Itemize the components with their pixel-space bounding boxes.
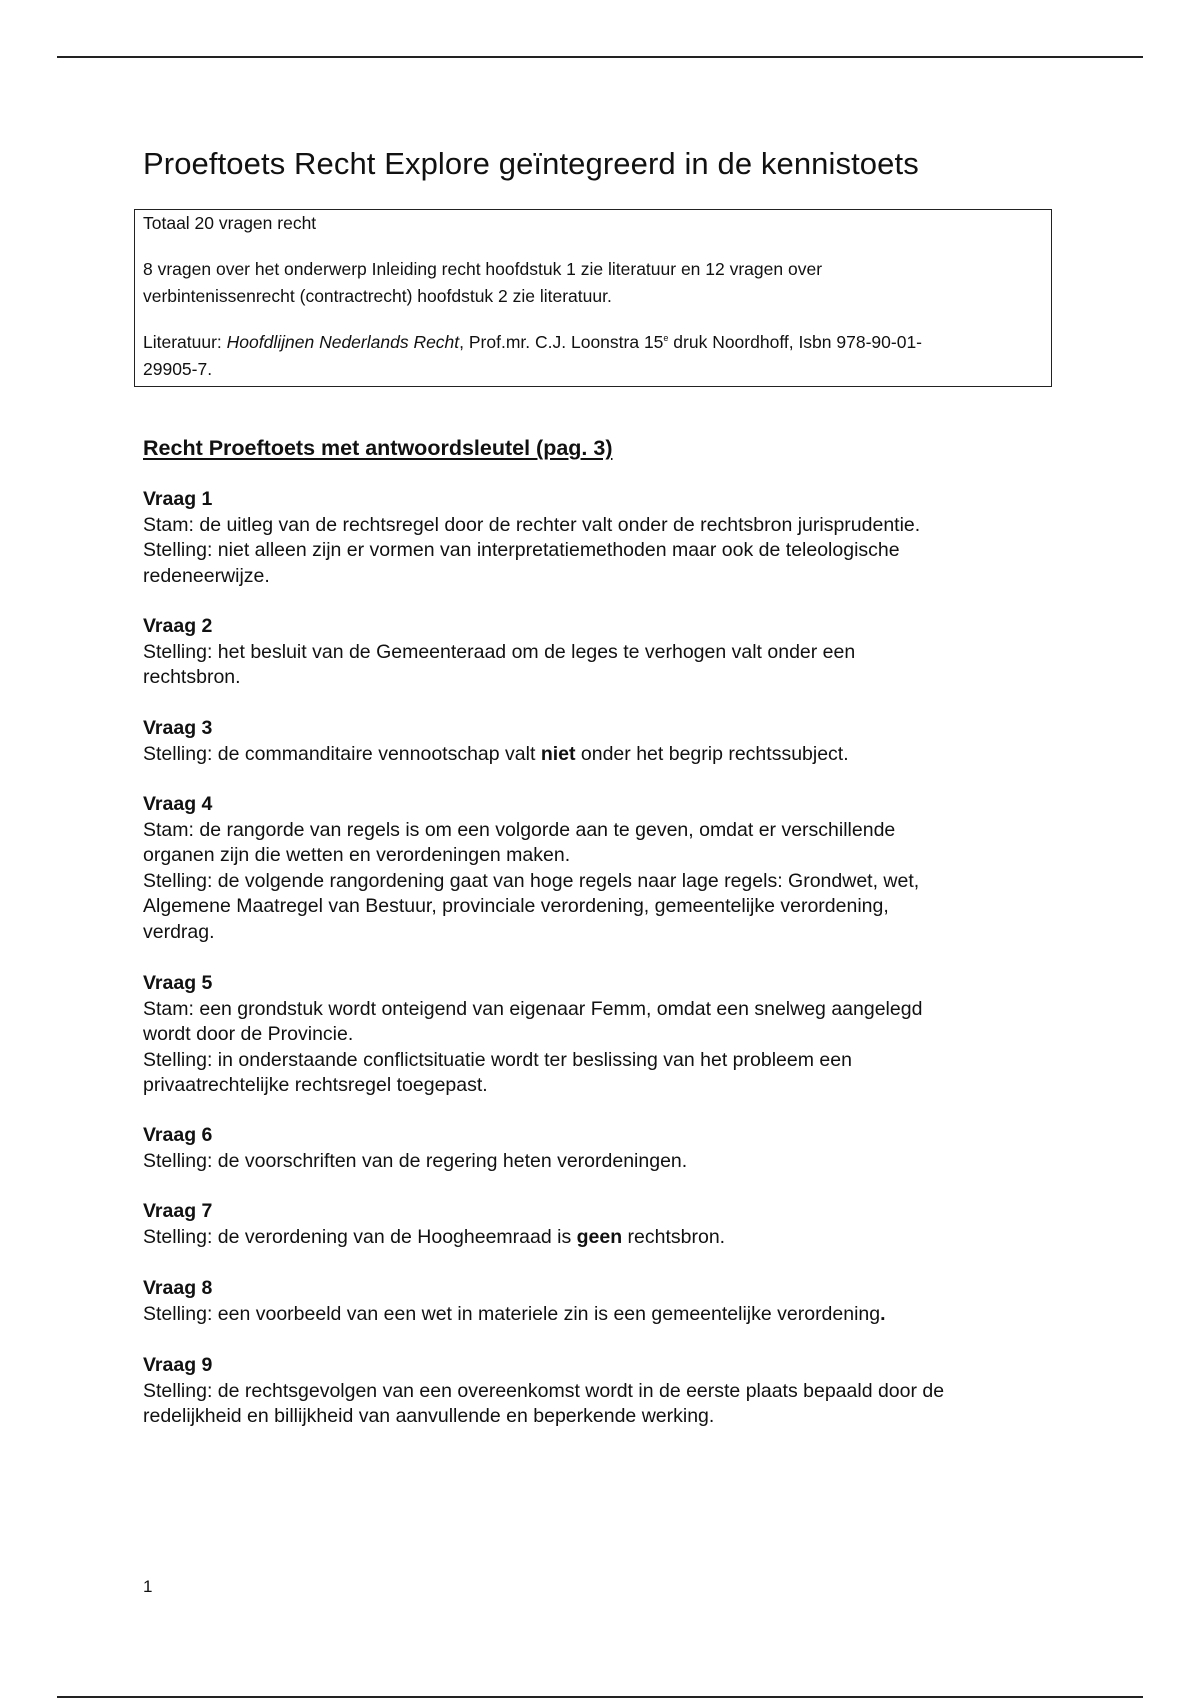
document-title: Proeftoets Recht Explore geïntegreerd in de kennistoets [143,146,919,181]
question-line: redelijkheid en billijkheid van aanvullende en beperkende werking. [143,1405,715,1427]
question-line: privaatrechtelijke rechtsregel toegepast. [143,1074,488,1096]
emphasis-geen: geen [576,1225,623,1248]
intro-literature [143,329,1043,383]
question-line: wordt door de Provincie. [143,1023,354,1045]
question-line: Algemene Maatregel van Bestuur, provinciale verordening, gemeentelijke verordening, [143,895,889,917]
literature-isbn-end: 29905-7. [143,359,213,379]
question-line: organen zijn die wetten en verordeningen maken. [143,844,571,866]
question-line: Stam: de uitleg van de rechtsregel door de rechter valt onder de rechtsbron jurisprudentie. [143,513,921,536]
question-2 [143,614,1083,691]
intro-topics [143,256,1043,310]
question-label: Vraag 5 [143,972,213,994]
section-heading: Recht Proeftoets met antwoordsleutel (pag. 3) [143,436,613,460]
question-8 [143,1276,1083,1327]
question-line: Stam: een grondstuk wordt onteigend van eigenaar Femm, omdat een snelweg aangelegd [143,997,923,1020]
question-line: Stelling: de volgende rangordening gaat van hoge regels naar lage regels: Grondwet, wet, [143,869,920,892]
question-label: Vraag 9 [143,1354,213,1376]
question-line: verdrag. [143,920,215,943]
question-line: Stelling: de rechtsgevolgen van een overeenkomst wordt in de eerste plaats bepaald door de [143,1379,945,1402]
emphasis-period: . [880,1302,886,1325]
question-line: rechtsbron. [143,666,241,688]
question-line: Stelling: niet alleen zijn er vormen van interpretatiemethoden maar ook de teleologische [143,539,900,561]
intro-total: Totaal 20 vragen recht [143,213,317,233]
literature-prefix: Literatuur: [143,332,227,352]
question-line: Stelling: de verordening van de Hoogheemraad is geen rechtsbron. [143,1225,726,1248]
question-label: Vraag 1 [143,488,213,510]
question-line: Stam: de rangorde van regels is om een volgorde aan te geven, omdat er verschillende [143,818,896,841]
question-line: redeneerwijze. [143,564,270,587]
question-label: Vraag 6 [143,1124,213,1146]
question-7 [143,1199,1083,1250]
question-9 [143,1353,1083,1430]
question-label: Vraag 3 [143,717,213,739]
emphasis-niet: niet [540,742,576,765]
question-label: Vraag 8 [143,1277,213,1299]
literature-author: , Prof.mr. C.J. Loonstra 15 [459,332,664,352]
question-1 [143,487,1083,589]
question-label: Vraag 4 [143,793,213,815]
question-line: Stelling: in onderstaande conflictsituatie wordt ter beslissing van het probleem een [143,1048,852,1071]
literature-publisher: druk Noordhoff, Isbn 978-90-01- [668,332,923,352]
intro-box [134,209,1052,387]
question-line: Stelling: het besluit van de Gemeenteraad om de leges te verhogen valt onder een [143,640,856,663]
question-5 [143,971,1083,1099]
top-rule [57,56,1143,58]
question-line: Stelling: de commanditaire vennootschap valt niet onder het begrip rechtssubject. [143,742,849,765]
question-4 [143,792,1083,945]
bottom-rule [57,1696,1143,1698]
literature-book-title: Hoofdlijnen Nederlands Recht [226,332,460,352]
question-label: Vraag 2 [143,615,213,637]
question-line: Stelling: de voorschriften van de regering heten verordeningen. [143,1149,688,1172]
question-6 [143,1123,1083,1174]
page-number: 1 [143,1577,153,1596]
question-line: Stelling: een voorbeeld van een wet in materiele zin is een gemeentelijke verordening. [143,1302,886,1325]
question-3 [143,716,1083,767]
intro-topics-line1: 8 vragen over het onderwerp Inleiding recht hoofdstuk 1 zie literatuur en 12 vragen over [143,259,823,279]
question-label: Vraag 7 [143,1200,213,1222]
literature-edition-sup: e [663,333,669,344]
intro-topics-line2: verbintenissenrecht (contractrecht) hoofdstuk 2 zie literatuur. [143,286,612,306]
